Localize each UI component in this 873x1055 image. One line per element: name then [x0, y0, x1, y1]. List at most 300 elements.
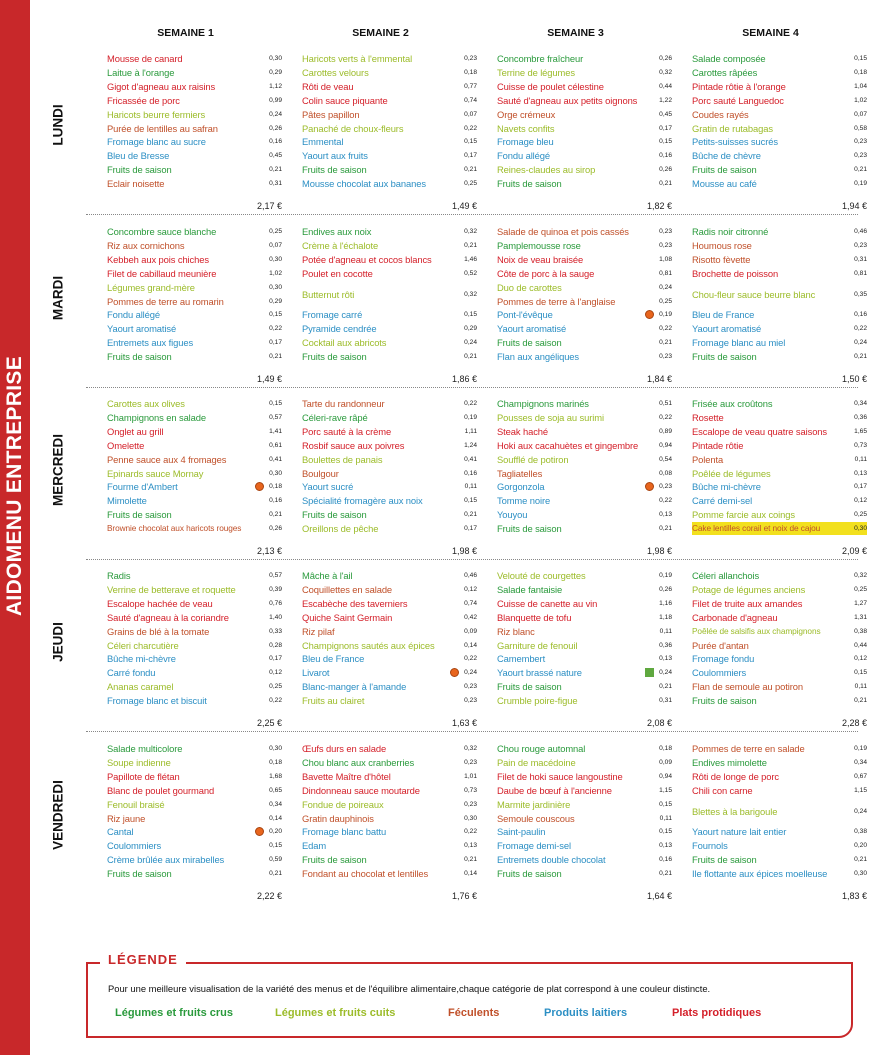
dish-price: 0,25	[854, 511, 867, 519]
menu-item	[302, 784, 477, 797]
menu-item	[497, 569, 672, 582]
menu-item	[497, 583, 672, 596]
menu-cell	[497, 569, 672, 729]
dish-price: 0,46	[854, 228, 867, 235]
menu-item	[302, 439, 477, 452]
dish-price: 1,24	[464, 441, 477, 449]
menu-item	[302, 508, 477, 521]
dish-price: 0,81	[659, 269, 672, 277]
dish-name: Yaourt aromatisé	[107, 323, 177, 335]
dish-name: Gorgonzola	[497, 481, 545, 493]
menu-item	[497, 611, 672, 624]
dish-price: 1,18	[659, 613, 672, 621]
menu-item	[107, 680, 282, 693]
menu-item	[692, 122, 867, 135]
menu-item	[107, 494, 282, 507]
dish-name: Rosbif sauce aux poivres	[302, 439, 405, 451]
dish-name: Fromage demi-sel	[497, 840, 571, 852]
menu-item	[302, 666, 477, 679]
dish-price: 0,21	[659, 870, 672, 878]
dish-name: Coulommiers	[692, 667, 747, 679]
menu-item	[302, 177, 477, 190]
menu-item	[302, 122, 477, 135]
dish-name: Porc sauté à la crème	[302, 425, 392, 437]
dish-name: Fondant au chocolat et lentilles	[302, 868, 429, 880]
dish-price: 0,23	[464, 697, 477, 705]
menu-item	[107, 625, 282, 638]
menu-item	[107, 597, 282, 610]
menu-item	[692, 480, 867, 493]
brand-title: AIDOMENU ENTREPRISE	[3, 355, 26, 617]
dish-price: 0,23	[659, 241, 672, 249]
day-total-price: 1,86 €	[451, 374, 477, 384]
menu-item	[497, 163, 672, 176]
menu-item	[692, 94, 867, 107]
dish-name: Terrine de légumes	[497, 66, 575, 78]
dish-name: Yaourt sucré	[302, 481, 354, 493]
dish-price: 0,09	[464, 627, 477, 635]
dish-name: Edam	[302, 840, 327, 852]
menu-item	[302, 597, 477, 610]
week-header-4: SEMAINE 4	[742, 27, 799, 39]
dish-price: 0,59	[269, 856, 282, 864]
menu-item	[692, 467, 867, 480]
menu-item	[107, 397, 282, 410]
dish-price: 0,74	[464, 599, 477, 607]
dish-price: 0,21	[269, 353, 282, 361]
menu-item	[497, 839, 672, 852]
menu-item	[107, 135, 282, 148]
menu-item	[107, 784, 282, 797]
menu-item	[302, 411, 477, 424]
dish-price: 0,15	[659, 828, 672, 836]
dish-price: 0,54	[659, 455, 672, 463]
dish-price: 1,01	[464, 772, 477, 780]
dish-name: Fruits de saison	[107, 868, 172, 880]
dish-price: 0,41	[269, 455, 282, 463]
day-separator	[86, 387, 858, 388]
dish-price: 0,81	[854, 269, 867, 277]
dish-price: 0,26	[269, 525, 282, 533]
dish-price: 0,09	[659, 758, 672, 766]
legend-category: Légumes et fruits cuits	[275, 1007, 396, 1019]
dish-name: Fromage carré	[302, 309, 363, 321]
dish-price: 0,23	[464, 55, 477, 62]
dish-price: 1,40	[269, 613, 282, 621]
dish-name: Entremets aux figues	[107, 337, 194, 349]
menu-item	[692, 784, 867, 797]
dish-name: Onglet au grill	[107, 425, 164, 437]
dish-name: Sauté d'agneau à la coriandre	[107, 611, 229, 623]
menu-item	[497, 625, 672, 638]
dish-name: Salade fantaisie	[497, 583, 563, 595]
menu-item	[497, 453, 672, 466]
dish-price: 0,22	[659, 497, 672, 505]
menu-item	[692, 350, 867, 363]
menu-item	[692, 225, 867, 238]
dish-name: Flan aux angéliques	[497, 351, 580, 363]
dish-name: Fromage bleu	[497, 136, 554, 148]
menu-item	[107, 770, 282, 783]
dish-price: 0,39	[269, 585, 282, 593]
dish-name: Fenouil braisé	[107, 798, 165, 810]
dish-price: 0,32	[854, 572, 867, 579]
menu-item	[107, 308, 282, 321]
dish-price: 0,36	[854, 413, 867, 421]
dish-price: 0,44	[854, 641, 867, 649]
menu-item	[692, 177, 867, 190]
day-total-price: 2,22 €	[256, 891, 282, 901]
menu-item	[692, 397, 867, 410]
menu-item	[692, 163, 867, 176]
legend-category: Féculents	[448, 1007, 500, 1019]
menu-cell	[692, 742, 867, 902]
menu-cell	[107, 569, 282, 729]
aop-label-icon	[645, 310, 654, 319]
menu-item	[692, 666, 867, 679]
menu-item	[692, 267, 867, 280]
dish-name: Fruits de saison	[692, 854, 757, 866]
legend-box	[86, 962, 853, 1038]
dish-price: 1,15	[854, 786, 867, 794]
menu-item	[497, 135, 672, 148]
dish-price: 0,12	[854, 655, 867, 663]
dish-price: 0,07	[269, 241, 282, 249]
dish-name: Fondu allégé	[497, 150, 551, 162]
menu-item	[302, 239, 477, 252]
day-total-price: 1,84 €	[646, 374, 672, 384]
dish-price: 0,21	[464, 856, 477, 864]
dish-price: 0,22	[269, 325, 282, 333]
menu-item	[107, 611, 282, 624]
dish-name: Frisée aux croûtons	[692, 398, 773, 409]
menu-item	[692, 336, 867, 349]
dish-price: 0,29	[464, 325, 477, 333]
menu-cell	[692, 397, 867, 557]
menu-item	[692, 108, 867, 121]
menu-item	[692, 308, 867, 321]
bio-label-icon	[645, 668, 654, 677]
dish-name: Cuisse de poulet célestine	[497, 80, 604, 92]
dish-price: 0,21	[464, 241, 477, 249]
menu-item	[107, 812, 282, 825]
dish-name: Fruits de saison	[692, 164, 757, 176]
day-label-vendredi: VENDREDI	[50, 780, 66, 850]
dish-name: Tomme noire	[497, 495, 551, 507]
dish-name: Colin sauce piquante	[302, 94, 388, 106]
menu-item	[497, 253, 672, 266]
dish-price: 0,15	[269, 842, 282, 850]
dish-name: Pousses de soja au surimi	[497, 411, 604, 423]
dish-price: 0,26	[269, 124, 282, 132]
menu-item	[302, 625, 477, 638]
dish-price: 0,23	[464, 758, 477, 766]
dish-name: Reines-claudes au sirop	[497, 164, 596, 176]
dish-price: 0,44	[659, 82, 672, 90]
menu-item	[107, 350, 282, 363]
dish-price: 0,21	[659, 683, 672, 691]
menu-item	[302, 742, 477, 755]
menu-cell	[302, 397, 477, 557]
dish-price: 0,67	[854, 772, 867, 780]
menu-item	[302, 522, 477, 535]
menu-item	[302, 149, 477, 162]
dish-price: 0,21	[269, 166, 282, 174]
menu-item	[302, 770, 477, 783]
menu-cell	[497, 742, 672, 902]
dish-price: 0,19	[659, 572, 672, 579]
menu-item	[497, 867, 672, 880]
menu-item	[107, 425, 282, 438]
dish-price: 0,12	[464, 585, 477, 593]
dish-name: Polenta	[692, 453, 724, 465]
menu-item	[302, 867, 477, 880]
menu-item	[107, 411, 282, 424]
dish-name: Chou rouge automnal	[497, 743, 586, 754]
dish-price: 0,13	[659, 655, 672, 663]
dish-price: 0,25	[269, 228, 282, 235]
dish-name: Tagliatelles	[497, 467, 543, 479]
menu-item	[302, 467, 477, 480]
day-total-price: 2,17 €	[256, 201, 282, 211]
dish-price: 1,27	[854, 599, 867, 607]
day-total-price: 2,09 €	[841, 546, 867, 556]
day-total-price: 1,83 €	[841, 891, 867, 901]
dish-price: 1,08	[659, 255, 672, 263]
dish-name: Chou blanc aux cranberries	[302, 756, 415, 768]
dish-price: 0,30	[854, 870, 867, 878]
dish-price: 0,16	[854, 311, 867, 319]
menu-item	[302, 756, 477, 769]
dish-name: Concombre sauce blanche	[107, 226, 217, 237]
dish-price: 0,52	[464, 269, 477, 277]
menu-item	[302, 225, 477, 238]
dish-name: Fondu allégé	[107, 309, 161, 321]
dish-name: Camembert	[497, 653, 546, 665]
menu-cell	[497, 225, 672, 385]
dish-price: 0,15	[854, 669, 867, 677]
dish-name: Risotto fèvette	[692, 253, 751, 265]
dish-price: 0,23	[464, 683, 477, 691]
dish-price: 0,29	[269, 68, 282, 76]
dish-name: Kebbeh aux pois chiches	[107, 253, 209, 265]
dish-name: Fruits de saison	[497, 868, 562, 880]
dish-name: Rôti de longe de porc	[692, 770, 780, 782]
menu-item	[692, 652, 867, 665]
menu-item	[692, 756, 867, 769]
dish-price: 0,17	[464, 525, 477, 533]
menu-item	[497, 480, 672, 493]
menu-item	[302, 680, 477, 693]
dish-name: Fromage blanc battu	[302, 826, 387, 838]
dish-name: Yaourt nature lait entier	[692, 826, 787, 838]
dish-price: 0,23	[659, 483, 672, 491]
menu-item	[497, 322, 672, 335]
menu-item	[692, 853, 867, 866]
menu-item	[107, 149, 282, 162]
menu-item	[107, 225, 282, 238]
dish-price: 0,74	[464, 96, 477, 104]
dish-price: 0,19	[659, 311, 672, 319]
dish-name: Brochette de poisson	[692, 267, 779, 279]
dish-price: 0,16	[659, 152, 672, 160]
menu-item	[692, 149, 867, 162]
menu-item	[692, 694, 867, 707]
menu-item	[692, 742, 867, 755]
dish-name: Fruits de saison	[302, 509, 367, 521]
dish-price: 0,25	[854, 585, 867, 593]
dish-price: 0,21	[269, 870, 282, 878]
menu-item	[107, 239, 282, 252]
menu-item	[107, 80, 282, 93]
dish-price: 0,15	[464, 311, 477, 319]
menu-item	[107, 825, 282, 838]
dish-price: 1,12	[269, 82, 282, 90]
dish-price: 0,11	[659, 627, 672, 635]
day-total-price: 1,50 €	[841, 374, 867, 384]
dish-name: Pont-l'évêque	[497, 309, 553, 321]
menu-item	[497, 680, 672, 693]
dish-price: 0,17	[854, 483, 867, 491]
dish-name: Sauté d'agneau aux petits oignons	[497, 94, 638, 106]
dish-name: Fournols	[692, 840, 728, 852]
menu-cell	[107, 52, 282, 212]
dish-name: Potée d'agneau et cocos blancs	[302, 253, 432, 265]
menu-item	[107, 694, 282, 707]
dish-price: 0,24	[464, 669, 477, 677]
dish-name: Haricots verts à l'emmental	[302, 53, 413, 64]
dish-price: 0,16	[269, 138, 282, 146]
dish-price: 0,13	[659, 511, 672, 519]
dish-name: Concombre fraîcheur	[497, 53, 584, 64]
dish-price: 0,20	[269, 828, 282, 836]
dish-price: 0,34	[269, 800, 282, 808]
day-total-price: 1,64 €	[646, 891, 672, 901]
dish-price: 0,18	[269, 758, 282, 766]
day-separator	[86, 214, 858, 215]
dish-price: 0,17	[659, 124, 672, 132]
dish-price: 0,18	[854, 68, 867, 76]
menu-item	[302, 839, 477, 852]
dish-name: Semoule couscous	[497, 812, 575, 824]
dish-name: Pommes de terre au romarin	[107, 295, 224, 307]
dish-price: 0,24	[269, 110, 282, 118]
day-separator	[86, 559, 858, 560]
menu-item	[107, 853, 282, 866]
menu-item	[692, 625, 867, 638]
dish-name: Salade composée	[692, 53, 766, 64]
menu-item	[497, 770, 672, 783]
day-separator	[86, 731, 858, 732]
dish-name: Poêlée de légumes	[692, 467, 771, 479]
dish-price: 0,16	[464, 469, 477, 477]
day-label-mardi: MARDI	[50, 275, 66, 321]
dish-price: 0,18	[464, 68, 477, 76]
menu-item	[692, 425, 867, 438]
menu-item	[302, 583, 477, 596]
dish-name: Pâtes papillon	[302, 108, 360, 120]
dish-name: Pommes de terre en salade	[692, 743, 805, 754]
dish-price: 1,16	[659, 599, 672, 607]
dish-name: Soupe indienne	[107, 756, 171, 768]
day-total-price: 1,49 €	[451, 201, 477, 211]
dish-price: 1,15	[659, 786, 672, 794]
menu-item	[107, 336, 282, 349]
dish-name: Endives aux noix	[302, 226, 372, 237]
dish-price: 0,13	[464, 842, 477, 850]
menu-item	[107, 267, 282, 280]
dish-name: Gratin de rutabagas	[692, 122, 773, 134]
dish-name: Pain de macédoine	[497, 756, 576, 768]
aop-label-icon	[255, 827, 264, 836]
dish-price: 0,51	[659, 400, 672, 407]
week-header-2: SEMAINE 2	[352, 27, 409, 39]
day-total-price: 2,08 €	[646, 718, 672, 728]
dish-price: 1,68	[269, 772, 282, 780]
dish-price: 0,23	[464, 800, 477, 808]
dish-price: 0,30	[269, 283, 282, 291]
dish-price: 0,16	[269, 497, 282, 505]
menu-item	[497, 177, 672, 190]
dish-price: 0,24	[659, 283, 672, 291]
dish-name: Fruits de saison	[497, 337, 562, 349]
dish-price: 0,22	[659, 413, 672, 421]
dish-name: Ile flottante aux épices moelleuse	[692, 868, 828, 880]
dish-price: 0,31	[659, 697, 672, 705]
dish-price: 0,22	[659, 325, 672, 333]
menu-item	[497, 825, 672, 838]
menu-item	[497, 225, 672, 238]
legend-description: Pour une meilleure visualisation de la variété des menus et de l'équilibre alimentaire,chaque catégorie de plat correspond à une couleur distincte.	[108, 983, 711, 994]
dish-price: 0,25	[464, 180, 477, 188]
menu-item	[107, 439, 282, 452]
dish-name: Yaourt aromatisé	[497, 323, 567, 335]
menu-item	[497, 467, 672, 480]
menu-item	[497, 281, 672, 294]
menu-item	[302, 611, 477, 624]
dish-name: Filet de hoki sauce langoustine	[497, 770, 623, 782]
dish-name: Duo de carottes	[497, 281, 562, 293]
dish-price: 0,30	[269, 469, 282, 477]
menu-cell	[107, 397, 282, 557]
dish-name: Fruits de saison	[497, 178, 562, 190]
dish-price: 0,11	[659, 814, 672, 822]
dish-price: 0,21	[464, 166, 477, 174]
day-total-price: 1,94 €	[841, 201, 867, 211]
dish-name: Fromage fondu	[692, 653, 755, 665]
menu-item	[692, 66, 867, 79]
dish-price: 0,07	[464, 110, 477, 118]
dish-name: Fromage blanc au sucre	[107, 136, 206, 148]
dish-price: 0,31	[854, 255, 867, 263]
dish-price: 0,22	[464, 400, 477, 407]
dish-name: Livarot	[302, 667, 330, 679]
dish-name: Légumes grand-mère	[107, 281, 195, 293]
dish-price: 0,13	[659, 842, 672, 850]
dish-price: 0,21	[464, 511, 477, 519]
day-total-price: 1,98 €	[451, 546, 477, 556]
dish-price: 0,24	[854, 807, 867, 815]
menu-item	[302, 397, 477, 410]
menu-cell	[497, 52, 672, 212]
dish-name: Riz blanc	[497, 625, 535, 637]
dish-name: Yaourt aromatisé	[692, 323, 762, 335]
menu-item	[497, 239, 672, 252]
menu-item	[497, 694, 672, 707]
menu-item	[497, 666, 672, 679]
dish-price: 0,36	[659, 641, 672, 649]
dish-name: Dindonneau sauce moutarde	[302, 784, 420, 796]
